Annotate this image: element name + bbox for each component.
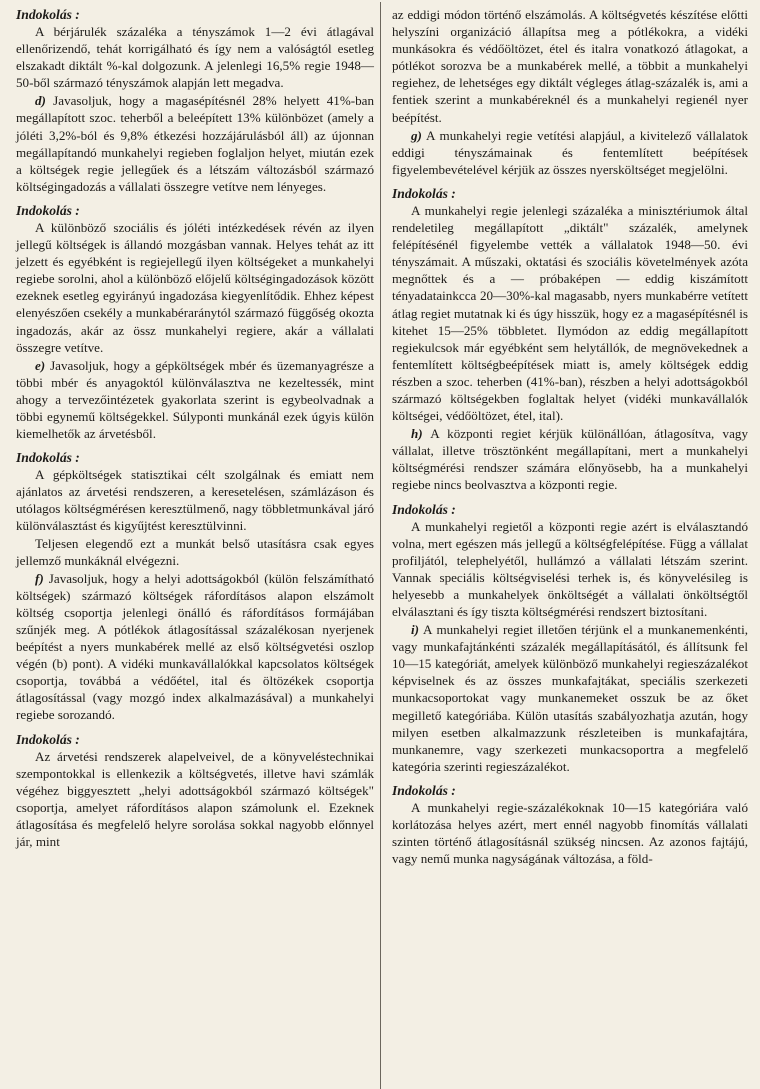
paragraph: A munkahelyi regietől a központi regie azért is elválasztandó volna, mert egészen más jellegű a költségfelépítése. Függ a vállalat profiljától, telephelyétől, hullámzó a vállalati létszám szerint. Vannak speciális költségviselési terhek is, és könyvelésileg is helyesebb a munkahelyek önköltségét a vállalati önköltségtől elválasztani és így tiszta költségmérési rendszert biztosítani. — [392, 518, 748, 619]
proposal-e — [16, 357, 374, 442]
item-text: Javasoljuk, hogy a helyi adottságokból (külön felszámítható költségek) származó költségek ráfordításos alapon elszámolt költség csoportja jelenlegi önálló és ráfordításos formájában szűnjék meg. A pótlékok átlagosítással százalékosan nyerjenek beépítést a nyers munkabérek mellé az első költségvetési oszlop végén (b) pont). A vidéki munkavállalókkal kapcsolatos költségek csoportja, továbbá a védőétel, ital és öltözékek csoportja átlagosítással (vagy mozgó index alkalmazásával) a munkahelyi regiebe sorozandó. — [16, 570, 374, 723]
section-heading: Indokolás : — [392, 185, 456, 201]
paragraph: A munkahelyi regie jelenlegi százaléka a minisztériumok által rendeletileg megállapított „diktált" százalék, amelynek felépítésénél figyelembe vették a vállalatok 1948—50. évi tényszámait. A műszaki, oktatási és szociális követelmények azóta megnőttek és a — próbaképen — eddig kiszámított tényadatainkcca 20—30%-kal magasabb, nyers munkabérre vetített átlag regiet mutatnak ki és úgy hisszük, hogy ez a magasépítésnél is kitehet 15—25% többletet. Ilymódon az eddig megállapított regiekulcsok már egyébként sem helytállók, de megnövekednek a fentemlített költségbeépítések miatt is, amely költségek eddig részben a szoc. teherben (41%-ban), részben a helyi adottságokból származó költségekben foglaltak helyet (vidéki munkavállalók költségei, védőöltözet, étel, ital). — [392, 202, 748, 424]
proposal-i — [392, 621, 748, 775]
paragraph: A munkahelyi regie-százalékoknak 10—15 kategóriára való korlátozása helyes azért, mert ennél nagyobb finomítás vállalati szinten történő átlagosításnál szükség nincsen. Az azonos fajtájú, vagy nemű munka nagyságának változása, a föld- — [392, 799, 748, 867]
proposal-g — [392, 127, 748, 178]
proposal-d — [16, 92, 374, 195]
proposal-h — [392, 425, 748, 493]
item-label: i) — [411, 622, 419, 638]
paragraph: Teljesen elegendő ezt a munkát belső utasításra csak egyes jellemző munkáknál elvégezni. — [16, 535, 374, 568]
item-text: Javasoljuk, hogy a magasépítésnél 28% helyett 41%-ban megállapított szoc. teherből a beleépített 13% különbözet (amely a jóléti 3,2%-ból és 9,8% étkezési hozzájárulásból áll) az újonnan megállapítandó munkahelyi regieben foglaljon helyet, miután ezek a költségek regie jellegűek és a létszám változásból származó költségingadozás a vállalati összegre vetítve nem lényeges. — [16, 93, 374, 194]
item-label: f) — [35, 570, 44, 586]
item-text: A központi regiet kérjük különállóan, átlagosítva, vagy vállalat, illetve trösztönként megállapítani, mert a munkahelyi költségmérési rendszer számára előnyösebb, ha a munkahelyi regiebe nincs beolvasztva a központi regie. — [392, 426, 748, 493]
left-column — [8, 6, 380, 1089]
right-column — [380, 6, 752, 1089]
item-label: h) — [411, 426, 423, 442]
item-text: A munkahelyi regie vetítési alapjául, a kivitelező vállalatok eddigi tényszámainak és fentemlített beépítések figyelembevételével kérjük az összes nyersköltséget megjelölni. — [392, 127, 748, 177]
paragraph: A bérjárulék százaléka a tényszámok 1—2 évi átlagával ellenőrizendő, tehát korrigálható és így nem a valóságtól esetleg elszakadt diktált %-kal dolgozunk. A jelenlegi 16,5% regie 1948—50-ből származó tényszámok alapján lett megadva. — [16, 24, 374, 91]
paragraph: az eddigi módon történő elszámolás. A költségvetés készítése előtti helyszíni organizáció állapítsa meg a pótlékokra, a vidéki munkásokra és védőöltözet, étel és italra vonatkozó átlagokat, a pótlékot sorozva be a munkabérek mellé, a többit a munkahelyi regiehez, de lehetséges egy diktált végleges átlag-százalék is, ami a fentiek szerint a munkabéreknél és a munkahelyi regienél nyer beépítést. — [392, 7, 748, 125]
section-heading: Indokolás : — [392, 501, 456, 517]
paragraph: Az árvetési rendszerek alapelveivel, de a könyveléstechnikai szempontokkal is ellenkezik a költségvetés, illetve havi számlák végéhez biggyesztett „helyi adottságokból származó költségek" csoportja, amelyet ráfordításos alapon számolunk el. Ezeknek átlagosítása és megfelelő helyre sorolása sokkal nagyobb előnnyel jár, mint — [16, 748, 374, 850]
paragraph: A gépköltségek statisztikai célt szolgálnak és emiatt nem ajánlatos az árvetési rendszeren, a keresetelésen, számlázáson és utólagos költségmérésen keresztülmenő, nagy többletmunkával járó különválasztást és kigyűjtést keresztülvinni. — [16, 467, 374, 534]
section-heading: Indokolás : — [392, 782, 456, 798]
section-heading: Indokolás : — [16, 202, 80, 218]
item-label: d) — [35, 93, 46, 109]
section-heading: Indokolás : — [16, 7, 80, 22]
column-divider — [380, 2, 381, 1089]
item-label: e) — [35, 357, 46, 373]
paragraph: A különböző szociális és jóléti intézkedések révén az ilyen jellegű költségek is állandó mozgásban vannak. Helyes tehát az itt jelzett és egyébként is regiejellegű ilyen költségeket a munkahelyi regiebe sorolni, ahol a különböző előjelű költségingadozások között ezeknek esetleg egyirányú ingadozása kiegyenlítődik. Ehhez képest elenyészően csekély a munkabéraránytól származó függőség okozta ingadozás, akár az össz munkahelyi regiere, akár a vállalati összegre vetítve. — [16, 219, 374, 355]
proposal-f — [16, 570, 374, 724]
item-text: Javasoljuk, hogy a gépköltségek mbér és üzemanyagrésze a többi mbér és anyagoktól különválasztva ne kezeltessék, mint ahogy a tervezőintézetek gyakorlata szerint is egybeolvadnak a többi egynemű költségekkel. Súlyponti munkánál ezek úgyis külön kiemelhetők az árvetésből. — [16, 357, 374, 442]
item-label: g) — [411, 127, 422, 143]
section-heading: Indokolás : — [16, 450, 80, 466]
item-text: A munkahelyi regiet illetően térjünk el a munkanemenkénti, vagy munkafajtánkénti százalék megállapításától, és állítsunk fel 10—15 kategóriát, amelyek különböző munkahelyi regieszázalékot képviselnek és az összes munkafajtákat, speciális szerkezeti munkacsoportokat vagy munkanemeket osszuk be az őket megillető kategóriába. Külön utasítás szabályozhatja azután, hogy milyen esetben alkalmazzunk részleteiben is munkafajtára, munkanemre, vagy szerkezeti munkacsoportra a megfelelő kategória szerinti regieszázalékot. — [392, 622, 748, 774]
section-heading: Indokolás : — [16, 731, 80, 747]
